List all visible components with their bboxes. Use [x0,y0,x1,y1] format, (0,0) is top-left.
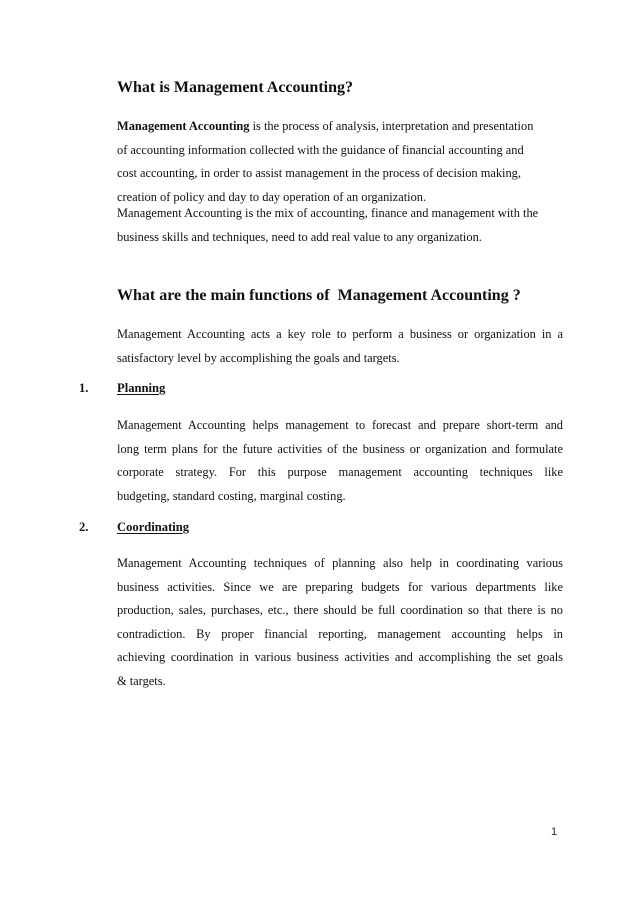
definition-line: Management Accounting is the process of analysis, interpretation and presentation [117,119,534,133]
mix-line: Management Accounting is the mix of accounting, finance and management with the [117,206,539,220]
section-heading-what-is: What is Management Accounting? [117,79,353,96]
planning-paragraph [117,414,563,508]
planning-line: Management Accounting helps management to forecast and prepare short-term and [117,418,563,432]
definition-term: Management Accounting [117,119,250,133]
coordinating-line: achieving coordination in various business activities and accomplishing the set goals [117,650,563,664]
intro-line: satisfactory level by accomplishing the goals and targets. [117,350,400,365]
intro-paragraph [117,323,563,370]
section-heading-main-functions: What are the main functions of Management Accounting ? [117,287,521,304]
mix-line: business skills and techniques, need to add real value to any organization. [117,229,482,244]
list-number: 1. [79,381,89,395]
list-number: 2. [79,520,89,534]
coordinating-line: Management Accounting techniques of planning also help in coordinating various [117,556,563,570]
coordinating-line: production, sales, purchases, etc., there should be full coordination so that there is no [117,603,563,617]
intro-line: Management Accounting acts a key role to perform a business or organization in a [117,327,563,341]
coordinating-line: business activities. Since we are preparing budgets for various departments like [117,579,563,594]
coordinating-paragraph [117,552,563,693]
planning-line: long term plans for the future activities of the business or organization and formulate [117,441,563,456]
coordinating-line: contradiction. By proper financial reporting, management accounting helps in [117,626,563,641]
definition-paragraph [117,115,563,209]
function-title-planning: Planning [117,381,166,395]
definition-line: cost accounting, in order to assist management in the process of decision making, [117,166,521,180]
planning-line: budgeting, standard costing, marginal costing. [117,488,346,503]
definition-line: creation of policy and day to day operation of an organization. [117,189,427,204]
planning-line: corporate strategy. For this purpose management accounting techniques like [117,465,563,479]
coordinating-line: & targets. [117,673,166,688]
page-number: 1 [551,826,558,838]
definition-line: of accounting information collected with the guidance of financial accounting and [117,142,524,157]
mix-paragraph [117,202,563,249]
function-title-coordinating: Coordinating [117,520,190,534]
